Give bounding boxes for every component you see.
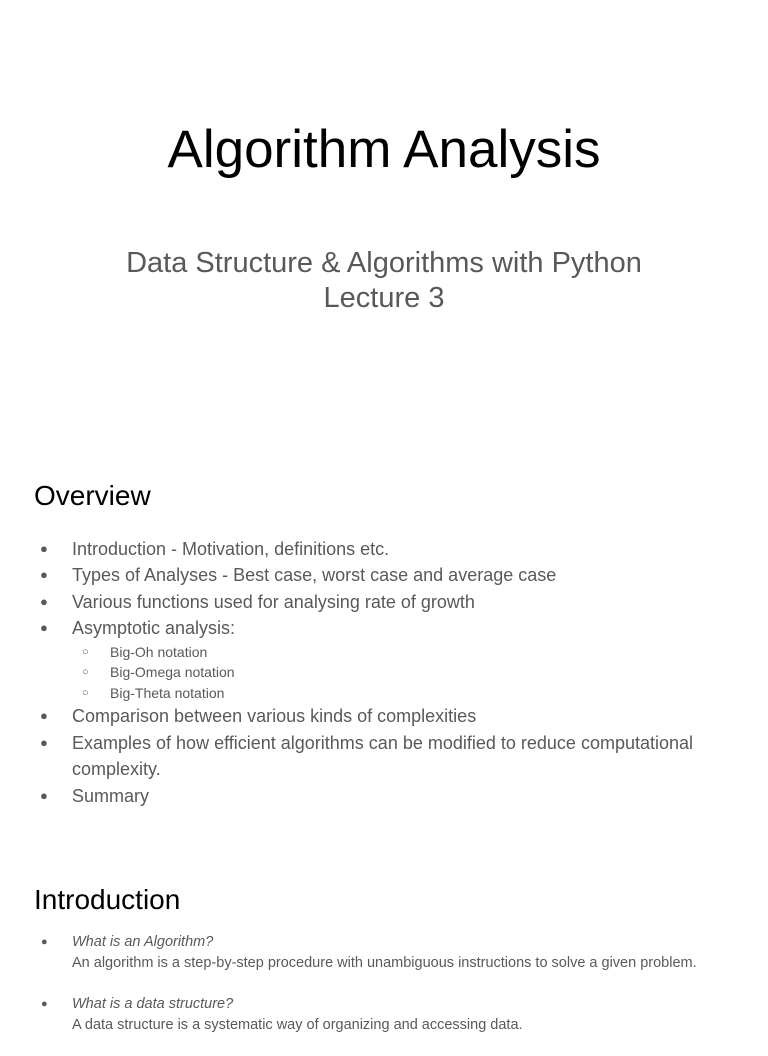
hollow-bullet-icon: ○ bbox=[82, 645, 89, 658]
list-item bbox=[0, 730, 768, 783]
list-item-text: Introduction - Motivation, definitions etc. bbox=[72, 539, 390, 559]
list-item bbox=[0, 932, 768, 974]
bullet-icon: ● bbox=[40, 787, 48, 803]
list-item bbox=[0, 562, 768, 588]
sub-list-item bbox=[72, 642, 742, 663]
question-text: What is an Algorithm? bbox=[72, 934, 214, 950]
sub-list-item-text: Big-Omega notation bbox=[110, 664, 235, 681]
sub-list-item bbox=[72, 683, 742, 704]
bullet-icon: ● bbox=[40, 567, 48, 583]
overview-heading: Overview bbox=[34, 480, 151, 511]
slide-subtitle bbox=[0, 246, 768, 316]
list-item-text: Summary bbox=[72, 785, 150, 806]
introduction-list bbox=[0, 932, 768, 1056]
subtitle-lecture: Lecture 3 bbox=[323, 282, 445, 314]
introduction-slide bbox=[0, 860, 768, 1033]
list-item-text: Types of Analyses - Best case, worst case and average case bbox=[72, 565, 557, 586]
hollow-bullet-icon: ○ bbox=[82, 686, 89, 699]
list-item bbox=[0, 615, 768, 703]
list-item bbox=[0, 703, 768, 729]
answer-text: A data structure is a systematic way of organizing and accessing data. bbox=[72, 1017, 523, 1033]
bullet-icon: ● bbox=[40, 541, 48, 556]
sub-list-item-text: Big-Oh notation bbox=[110, 643, 208, 660]
slide-title: Algorithm Analysis bbox=[167, 120, 601, 179]
sub-list-item-text: Big-Theta notation bbox=[110, 684, 225, 701]
list-item bbox=[0, 589, 768, 615]
answer-text: An algorithm is a step-by-step procedure with unambiguous instructions to solve a given problem. bbox=[72, 955, 697, 971]
overview-list bbox=[0, 536, 768, 809]
sub-list bbox=[72, 642, 742, 704]
hollow-bullet-icon: ○ bbox=[82, 666, 89, 679]
list-item-text: Various functions used for analysing rate of growth bbox=[72, 591, 475, 612]
title-slide bbox=[0, 0, 768, 430]
bullet-icon: ● bbox=[41, 998, 48, 1010]
bullet-icon: ● bbox=[40, 708, 48, 724]
list-item bbox=[0, 536, 768, 562]
subtitle-course: Data Structure & Algorithms with Python bbox=[126, 247, 642, 279]
bullet-icon: ● bbox=[40, 734, 48, 750]
list-item-text: Comparison between various kinds of complexities bbox=[72, 706, 477, 727]
bullet-icon: ● bbox=[40, 593, 48, 609]
list-item-text: Asymptotic analysis: bbox=[72, 618, 236, 639]
question-text: What is a data structure? bbox=[72, 996, 234, 1012]
overview-slide bbox=[0, 430, 768, 860]
list-item bbox=[0, 783, 768, 809]
bullet-icon: ● bbox=[41, 936, 48, 948]
list-item bbox=[0, 994, 768, 1036]
introduction-heading: Introduction bbox=[34, 884, 181, 915]
bullet-icon: ● bbox=[40, 620, 48, 636]
list-item-text: Examples of how efficient algorithms can be modified to reduce computational complexity. bbox=[72, 732, 694, 780]
sub-list-item bbox=[72, 662, 742, 683]
